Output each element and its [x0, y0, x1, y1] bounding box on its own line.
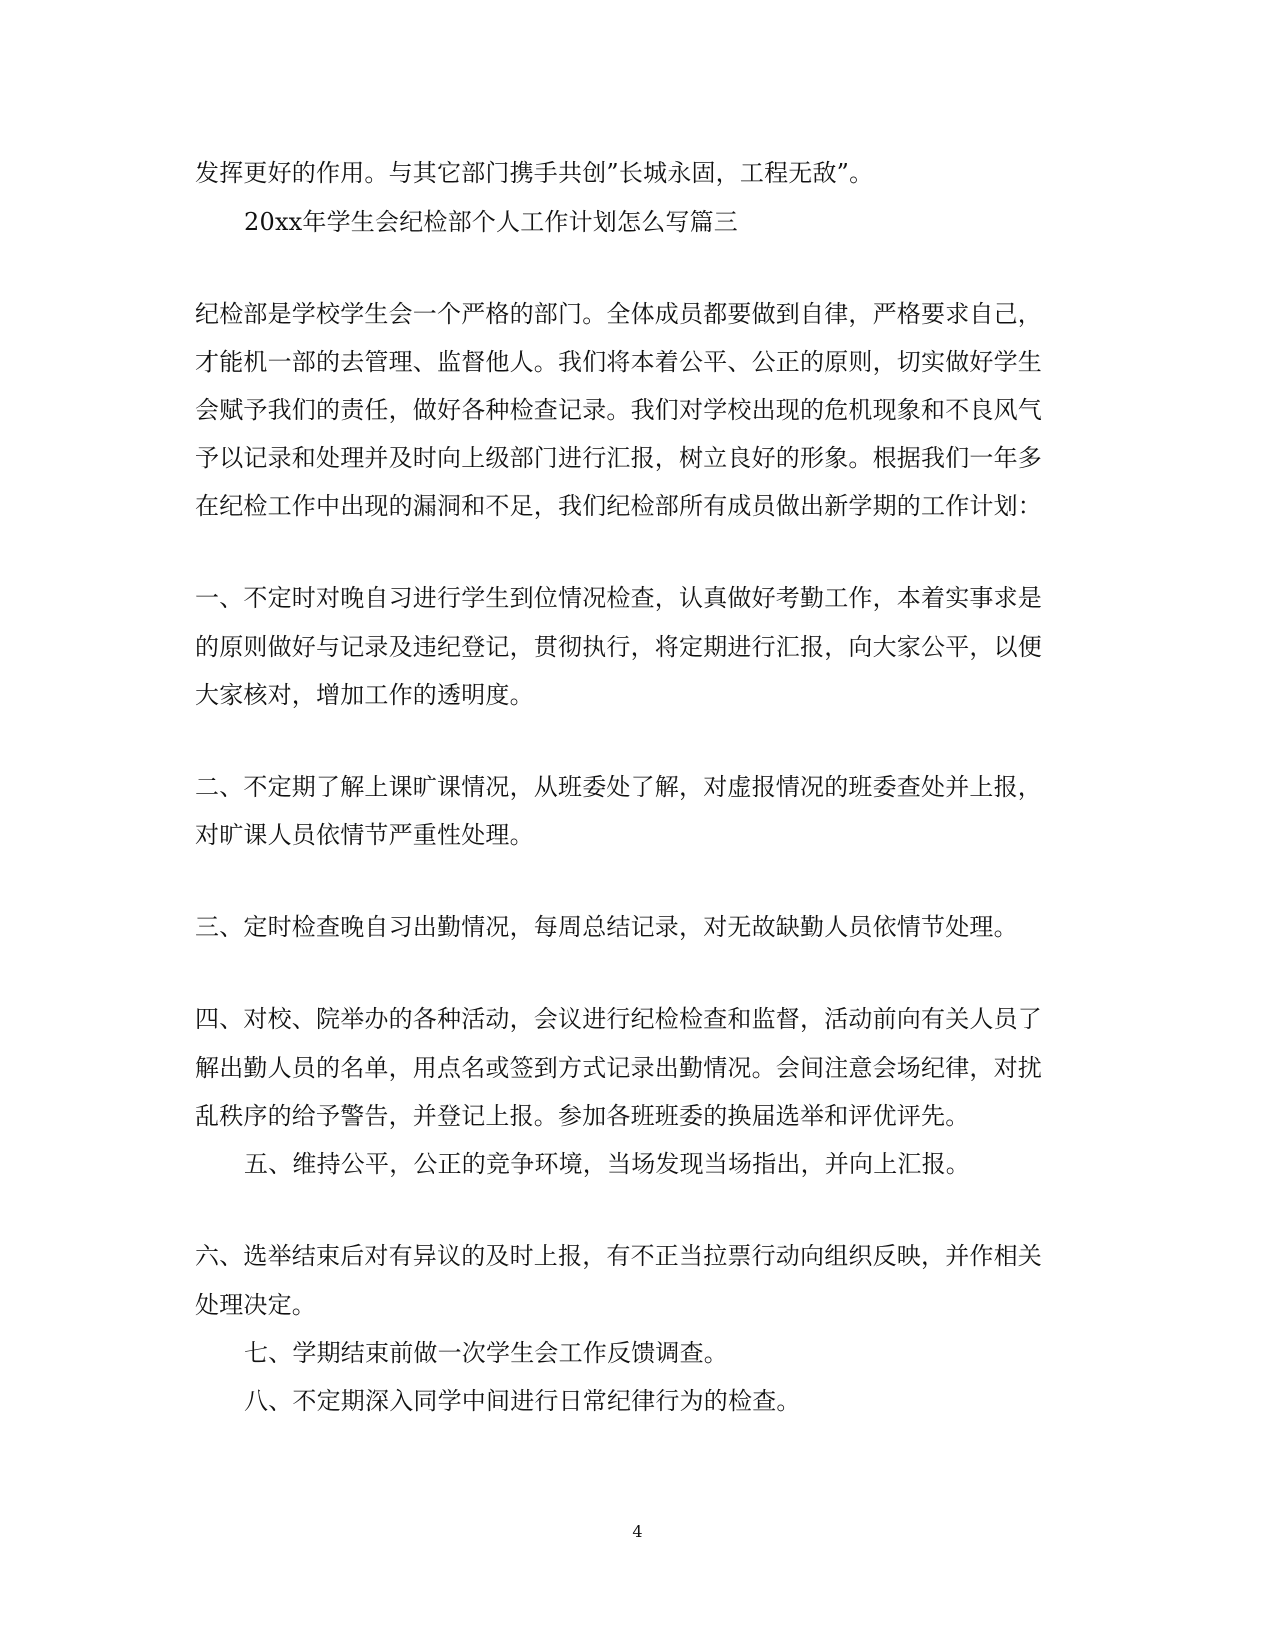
text-line: 六、选举结束后对有异议的及时上报，有不正当拉票行动向组织反映，并作相关: [195, 1242, 1042, 1270]
text-line: 解出勤人员的名单，用点名或签到方式记录出勤情况。会间注意会场纪律，对扰: [195, 1054, 1042, 1082]
text-line: 三、定时检查晚自习出勤情况，每周总结记录，对无故缺勤人员依情节处理。: [195, 913, 1018, 941]
text-line: 大家核对，增加工作的透明度。: [195, 681, 534, 709]
text-line: 的原则做好与记录及违纪登记，贯彻执行，将定期进行汇报，向大家公平，以便: [195, 633, 1042, 661]
text-line: 在纪检工作中出现的漏洞和不足，我们纪检部所有成员做出新学期的工作计划：: [195, 492, 1042, 520]
text-line: 予以记录和处理并及时向上级部门进行汇报，树立良好的形象。根据我们一年多: [195, 444, 1042, 472]
section-heading: 20xx年学生会纪检部个人工作计划怎么写篇三: [244, 208, 739, 236]
text-line: 对旷课人员依情节严重性处理。: [195, 821, 534, 849]
text-line: 五、维持公平，公正的竞争环境，当场发现当场指出，并向上汇报。: [244, 1150, 970, 1178]
page-number: 4: [632, 1522, 643, 1541]
text-line: 一、不定时对晚自习进行学生到位情况检查，认真做好考勤工作，本着实事求是: [195, 584, 1042, 612]
text-line: 四、对校、院举办的各种活动，会议进行纪检检查和监督，活动前向有关人员了: [195, 1005, 1042, 1033]
text-line: 七、学期结束前做一次学生会工作反馈调查。: [244, 1339, 728, 1367]
text-line: 八、不定期深入同学中间进行日常纪律行为的检查。: [244, 1387, 801, 1415]
text-line: 乱秩序的给予警告，并登记上报。参加各班班委的换届选举和评优评先。: [195, 1102, 970, 1130]
text-line: 纪检部是学校学生会一个严格的部门。全体成员都要做到自律，严格要求自己，: [195, 300, 1042, 328]
text-line: 才能机一部的去管理、监督他人。我们将本着公平、公正的原则，切实做好学生: [195, 348, 1042, 376]
text-line: 二、不定期了解上课旷课情况，从班委处了解，对虚报情况的班委查处并上报，: [195, 773, 1042, 801]
text-line: 发挥更好的作用。与其它部门携手共创”长城永固，工程无敌”。: [195, 159, 874, 187]
text-line: 处理决定。: [195, 1291, 316, 1319]
text-line: 会赋予我们的责任，做好各种检查记录。我们对学校出现的危机现象和不良风气: [195, 396, 1042, 424]
